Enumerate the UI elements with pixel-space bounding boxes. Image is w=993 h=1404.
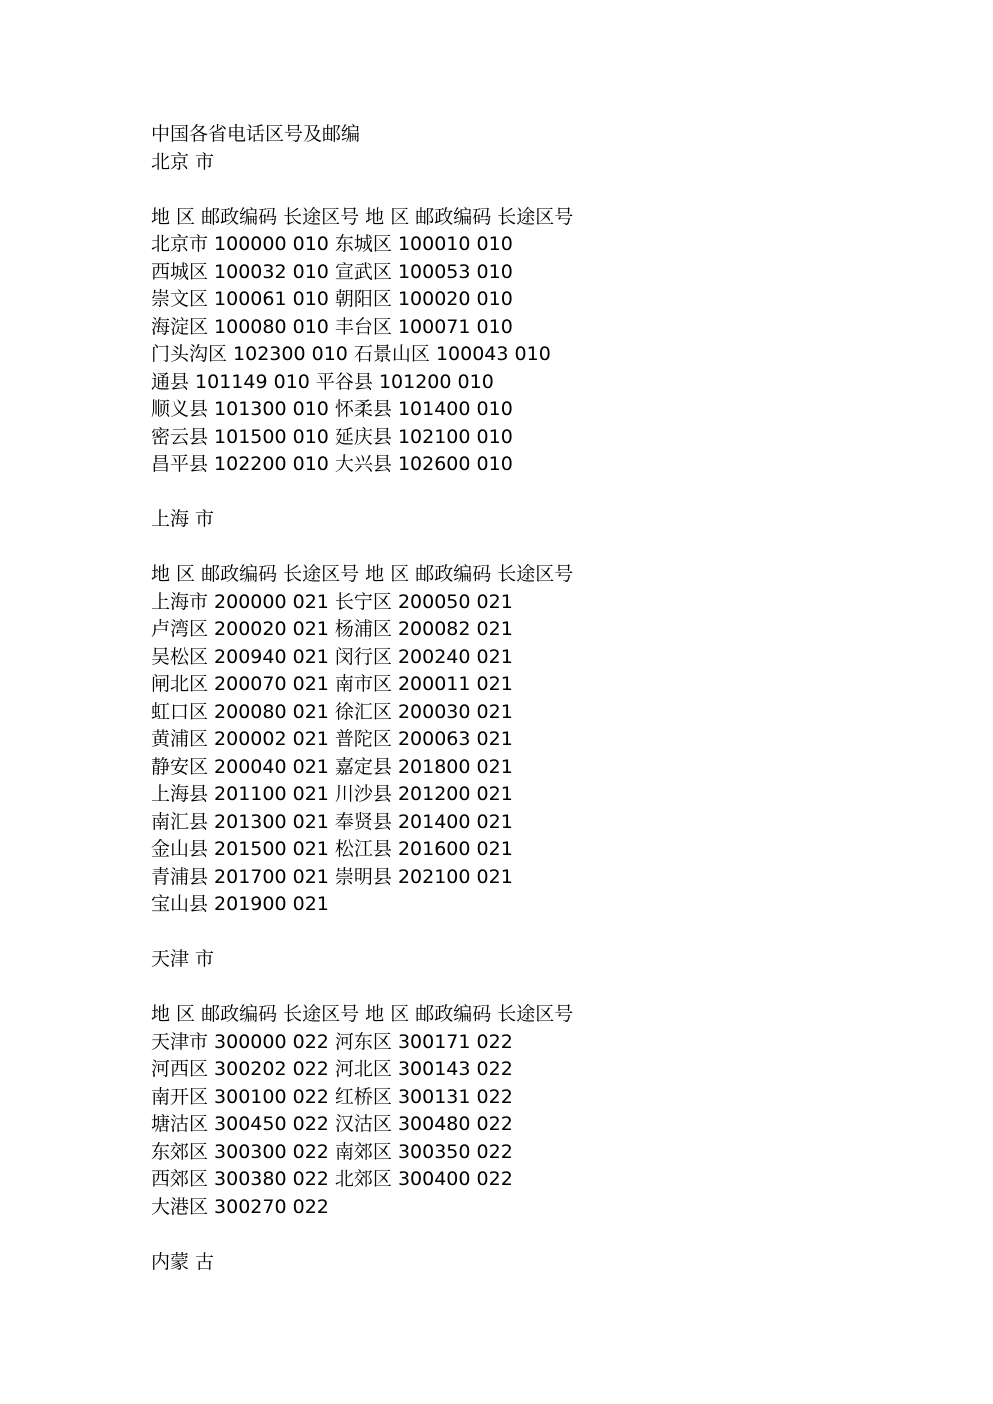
table-row: 天津市 300000 022 河东区 300171 022: [151, 1030, 513, 1053]
table-header-beijing: 地 区 邮政编码 长途区号 地 区 邮政编码 长途区号: [151, 205, 574, 228]
blank-line: [151, 1221, 911, 1249]
document-title: 中国各省电话区号及邮编: [151, 123, 361, 145]
table-row: 河西区 300202 022 河北区 300143 022: [151, 1058, 513, 1080]
table-row: 塘沽区 300450 022 汉沽区 300480 022: [151, 1113, 513, 1135]
section-heading-tianjin: 天津 市: [151, 948, 215, 970]
table-row: 吴松区 200940 021 闵行区 200240 021: [151, 645, 513, 668]
table-row: 大港区 300270 022: [151, 1195, 329, 1218]
table-row: 青浦县 201700 021 崇明县 202100 021: [151, 865, 513, 888]
table-row: 黄浦区 200002 021 普陀区 200063 021: [151, 728, 513, 750]
table-row: 上海县 201100 021 川沙县 201200 021: [151, 783, 513, 805]
section-heading-shanghai: 上海 市: [151, 508, 215, 530]
document-page: [151, 121, 911, 1276]
table-row: 虹口区 200080 021 徐汇区 200030 021: [151, 700, 513, 723]
table-row: 密云县 101500 010 延庆县 102100 010: [151, 425, 513, 448]
table-row: 西郊区 300380 022 北郊区 300400 022: [151, 1168, 513, 1190]
section-heading-inner-mongolia: 内蒙 古: [151, 1250, 215, 1273]
table-row: 北京市 100000 010 东城区 100010 010: [151, 233, 513, 255]
blank-line: [151, 479, 911, 507]
table-row: 卢湾区 200020 021 杨浦区 200082 021: [151, 618, 513, 640]
blank-line: [151, 919, 911, 947]
table-row: 通县 101149 010 平谷县 101200 010: [151, 370, 494, 393]
table-row: 静安区 200040 021 嘉定县 201800 021: [151, 755, 513, 778]
table-row: 昌平县 102200 010 大兴县 102600 010: [151, 453, 513, 475]
blank-line: [151, 176, 911, 204]
table-header-shanghai: 地 区 邮政编码 长途区号 地 区 邮政编码 长途区号: [151, 563, 574, 585]
table-row: 崇文区 100061 010 朝阳区 100020 010: [151, 288, 513, 310]
table-row: 南汇县 201300 021 奉贤县 201400 021: [151, 810, 513, 833]
table-row: 海淀区 100080 010 丰台区 100071 010: [151, 315, 513, 338]
table-row: 南开区 300100 022 红桥区 300131 022: [151, 1085, 513, 1108]
table-header-tianjin: 地 区 邮政编码 长途区号 地 区 邮政编码 长途区号: [151, 1003, 574, 1025]
blank-line: [151, 534, 911, 562]
table-row: 闸北区 200070 021 南市区 200011 021: [151, 673, 513, 695]
table-row: 宝山县 201900 021: [151, 893, 329, 915]
table-row: 西城区 100032 010 宣武区 100053 010: [151, 260, 513, 283]
table-row: 顺义县 101300 010 怀柔县 101400 010: [151, 398, 513, 420]
table-row: 金山县 201500 021 松江县 201600 021: [151, 838, 513, 860]
blank-line: [151, 974, 911, 1002]
table-row: 上海市 200000 021 长宁区 200050 021: [151, 590, 513, 613]
table-row: 东郊区 300300 022 南郊区 300350 022: [151, 1140, 513, 1163]
table-row: 门头沟区 102300 010 石景山区 100043 010: [151, 343, 551, 365]
section-heading-beijing: 北京 市: [151, 150, 215, 173]
